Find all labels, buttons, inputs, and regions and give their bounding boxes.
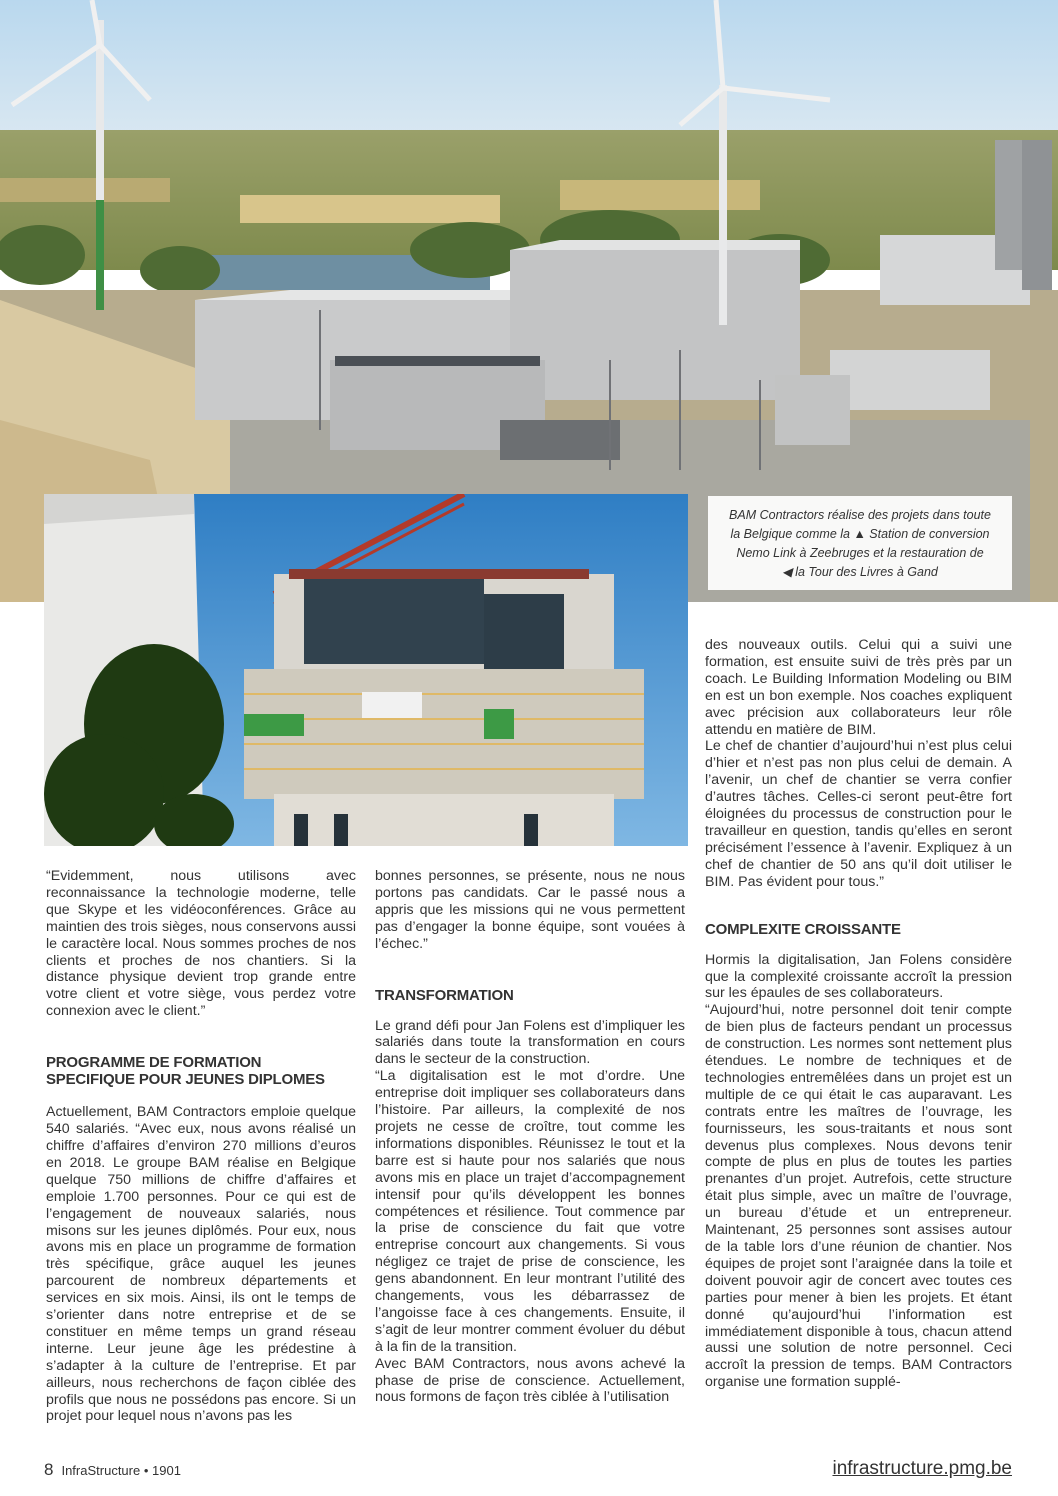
photo-tour-des-livres [44, 494, 688, 846]
col2-paragraph-1: bonnes personnes, se présente, nous ne nous portons pas candidats. Car le passé nous a appris que les missions qui ne vous permettent pas d’engager la bonne équipe, sont vouées à l’échec.” [375, 868, 685, 952]
heading-programme-formation [46, 1054, 356, 1088]
heading-complexite-croissante: COMPLEXITE CROISSANTE [705, 920, 901, 938]
caption-line-2: la Belgique comme la ▲ Station de conversion [730, 527, 990, 541]
column-2 [375, 868, 685, 1406]
caption-line-4: ◀ la Tour des Livres à Gand [782, 565, 938, 579]
caption-line-1: BAM Contractors réalise des projets dans toute [729, 508, 991, 522]
col1-paragraph: Actuellement, BAM Contractors emploie quelque 540 salariés. “Avec eux, nous avons réalisé un chiffre d’affaires d’environ 270 millions d’euros en 2018. Le groupe BAM réalise en Belgique quelque 750 millions de chiffre d’affaires et emploie 1.700 personnes. Pour ce qui est de l’engagement de nouveaux salariés, nous misons sur les jeunes diplômés. Pour eux, nous avons mis en place un programme de formation très spécifique, grâce auquel les jeunes parcourent de nombreux départements et services en six mois. Ainsi, ils ont le temps de s’orienter dans notre entreprise et de se constituer en même temps un grand réseau interne. Leur jeune âge les prédestine à s’adapter à la culture de l’entreprise. Et par ailleurs, nous recherchons de façon ciblée des profils que nous ne possédons pas encore. Si un projet pour lequel nous n’avons pas les [46, 1104, 356, 1425]
magazine-issue: InfraStructure • 1901 [61, 1463, 181, 1478]
column-1 [46, 868, 356, 1425]
photo-tower-illustration [44, 494, 688, 846]
col3-paragraph-2: Le chef de chantier d’aujourd’hui n’est plus celui d’hier et n’est pas non plus celui de demain. A l’avenir, un chef de chantier se verra confier d’autres tâches. Celles-ci seront peut-être fort éloignées du processus de construction pour le travailleur en question, tandis qu’elles en seront précisément l’essence à l’avenir. Expliquez à un chef de chantier de 50 ans qu’il doit utiliser le BIM. Pas évident pour tous.” [705, 738, 1012, 890]
column-3 [705, 637, 1012, 1391]
col3-paragraph-1: des nouveaux outils. Celui qui a suivi une formation, est ensuite suivi de très près par un coach. Le Building Information Modeling ou BIM en est un bon exemple. Nos coaches expliquent avec précision aux collaborateurs leur rôle attendu en matière de BIM. [705, 637, 1012, 738]
heading-transformation: TRANSFORMATION [375, 986, 514, 1004]
col2-paragraph-3: “La digitalisation est le mot d’ordre. Une entreprise doit impliquer ses collaborateurs dans l’histoire. Par ailleurs, la complexité de nos projets ne cesse de croître, tout comme les informations disponibles. Réunissez le tout et la barre est si haute pour nos salariés que nous avons mis en place un trajet d’accompagnement intensif pour qu’ils développent les bonnes compétences et résilience. Tout commence par la prise de conscience du fait que votre entreprise concourt aux changements. Si vous négligez ce trajet de prise de conscience, les gens abandonnent. En leur montrant l’utilité des changements, vous les débarrassez de l’angoisse face à ces changements. Ensuite, il s’agit de leur montrer comment évoluer du début à la fin de la transition. [375, 1068, 685, 1355]
heading-line-2: SPECIFIQUE POUR JEUNES DIPLOMES [46, 1071, 325, 1089]
photo-caption [708, 496, 1012, 590]
website-link[interactable]: infrastructure.pmg.be [832, 1458, 1012, 1479]
col2-paragraph-4: Avec BAM Contractors, nous avons achevé la phase de prise de conscience. Actuellement, nous formons de façon très ciblée à l’utilisation [375, 1355, 685, 1406]
col3-paragraph-3: Hormis la digitalisation, Jan Folens considère que la complexité croissante accroît la pression sur les épaules de ses collaborateurs. [705, 951, 1012, 1002]
col2-paragraph-2: Le grand défi pour Jan Folens est d’impliquer les salariés dans toute la transformation en cours dans le secteur de la construction. [375, 1017, 685, 1068]
caption-line-3: Nemo Link à Zeebruges et la restauration de [736, 546, 984, 560]
heading-line-1: PROGRAMME DE FORMATION [46, 1054, 262, 1072]
page-number: 8 [44, 1460, 54, 1479]
col3-paragraph-4: “Aujourd’hui, notre personnel doit tenir compte de bien plus de facteurs pendant un processus de construction. Les normes sont nettement plus étendues. Le nombre de techniques et de technologies entremêlées dans un projet est un multiple de ce qui était le cas auparavant. Les contrats entre les maîtres de l’ouvrage, les fournisseurs, les sous-traitants et nous sont devenus plus complexes. Nous devons tenir compte de plus en plus de toutes les parties prenantes d’un projet. Autrefois, cette structure était plus simple, avec un maître de l’ouvrage, un bureau d’étude et un entrepreneur. Maintenant, 25 personnes sont assises autour de la table lors d’une réunion de chantier. Nos équipes de projet sont l’araignée dans la toile et doivent pouvoir agir de concert avec toutes ces parties pour mener à bien les projets. Et étant donné qu’aujourd’hui l’information est immédiatement disponible à tous, chacun attend aussi une solution de notre personnel. Ceci accroît la pression de temps. BAM Contractors organise une formation supplé- [705, 1002, 1012, 1391]
footer-left [44, 1460, 181, 1480]
col1-quote: “Evidemment, nous utilisons avec reconnaissance la technologie moderne, telle que Skype et les vidéoconférences. Grâce au maintien des trois sièges, nous conservons aussi le caractère local. Nous sommes proches de nos clients et proches de nos chantiers. Si la distance physique devient trop grande entre votre client et votre siège, vous perdez votre connexion avec le client.” [46, 868, 356, 1020]
